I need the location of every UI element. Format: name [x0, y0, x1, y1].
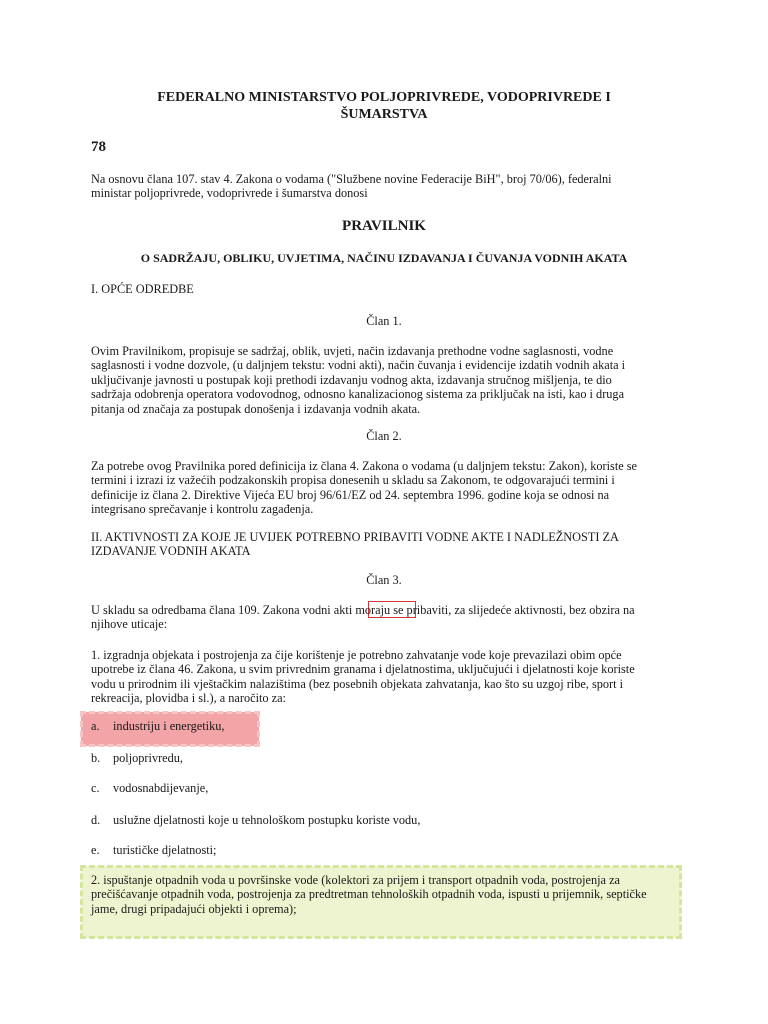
article-2-text — [91, 459, 681, 517]
text-line: prečišćavanje otpadnih voda, postrojenja za predtretman tehnoloških otpadnih voda, ispusti u prijemnik, septičke — [91, 887, 647, 902]
text-line: saglasnosti i vodne dozvole, (u daljnjem tekstu: vodni akti), način čuvanja i evidencije izdatih vodnih akata i — [91, 358, 626, 373]
section-heading-line: II. AKTIVNOSTI ZA KOJE JE UVIJEK POTREBNO PRIBAVITI VODNE AKTE I NADLEŽNOSTI ZA — [91, 530, 619, 544]
list-item-2 — [91, 873, 679, 916]
article-1-heading: Član 1. — [366, 314, 402, 328]
sub-item-d — [91, 813, 420, 827]
intro-line: Na osnovu člana 107. stav 4. Zakona o vodama ("Službene novine Federacije BiH", broj 70/06), federalni — [91, 172, 612, 186]
ministry-heading — [90, 89, 678, 123]
text-line: Ovim Pravilnikom, propisuje se sadržaj, oblik, uvjeti, način izdavanja prethodne vodne saglasnosti, vodne — [91, 344, 614, 358]
ministry-heading-line1: FEDERALNO MINISTARSTVO POLJOPRIVREDE, VODOPRIVREDE I — [157, 90, 611, 105]
document-title: PRAVILNIK — [342, 218, 426, 234]
sub-item-b — [91, 751, 183, 765]
text-line: upotrebe iz člana 46. Zakona, u svim privrednim granama i djelatnostima, uključujući i djelatnosti koje koriste — [91, 662, 635, 677]
text-line: 1. izgradnja objekata i postrojenja za čije korištenje je potrebno zahvatanje vode koje prevazilazi obim opće — [91, 648, 622, 662]
sub-item-label: b. — [91, 751, 101, 765]
intro-line: ministar poljoprivrede, vodoprivrede i šumarstva donosi — [91, 186, 368, 201]
text-line: njihove uticaje: — [91, 617, 168, 632]
text-span: pribaviti, za slijedeće aktivnosti, bez obzira na — [403, 603, 635, 617]
text-line: sadržaja odobrenja operatora vodovodnog, odnosno kanalizacionog sistema za priključak na isti, kao i druga — [91, 387, 625, 402]
document-subtitle: O SADRŽAJU, OBLIKU, UVJETIMA, NAČINU IZDAVANJA I ČUVANJA VODNIH AKATA — [140, 251, 628, 265]
text-line: 2. ispuštanje otpadnih voda u površinske vode (kolektori za prijem i transport otpadnih voda, postrojenja za — [91, 873, 620, 887]
sub-item-label: e. — [91, 843, 100, 857]
sub-item-e — [91, 843, 216, 857]
text-line: rekreacija, plovidba i sl.), a naročito za: — [91, 691, 286, 706]
section-heading-1: I. OPĆE ODREDBE — [91, 282, 194, 296]
text-line: Za potrebe ovog Pravilnika pored definicija iz člana 4. Zakona o vodama (u daljnjem tekstu: Zakon), koriste se — [91, 459, 638, 473]
text-line: uključivanje javnosti u postupak koji prethodi izdavanju vodnog akta, izdavanja stručnog mišljenja, te dio — [91, 372, 612, 387]
sub-item-label: a. — [91, 719, 100, 733]
highlighted-phrase[interactable]: moraju se — [355, 603, 404, 617]
section-heading-line: IZDAVANJE VODNIH AKATA — [91, 544, 251, 559]
sub-item-text: turističke djelatnosti; — [113, 843, 217, 857]
sub-item-c — [91, 781, 208, 795]
text-line: definicije iz člana 2. Direktive Vijeća EU broj 96/61/EZ od 24. septembra 1996. godine koja se odnosi na — [91, 487, 610, 502]
text-line: vodu u prirodnim ili vještačkim nalazištima (bez posebnih objekata zahvatanja, kao što su uzgoj ribe, sport i — [91, 676, 624, 691]
text-line: pitanja od značaja za postupak donošenja i izdavanja vodnih akata. — [91, 401, 421, 416]
intro-paragraph — [91, 172, 681, 201]
sub-item-text: vodosnabdijevanje, — [113, 781, 209, 795]
gazette-number: 78 — [91, 139, 106, 155]
article-1-text — [91, 344, 681, 416]
article-2-heading: Član 2. — [366, 429, 402, 443]
sub-item-text: industriju i energetiku, — [113, 719, 225, 733]
article-3-intro — [91, 603, 681, 632]
text-line: jame, drugi pripadajući objekti i oprema); — [91, 901, 297, 916]
sub-item-label: c. — [91, 781, 100, 795]
sub-item-text: poljoprivredu, — [113, 751, 184, 765]
text-line: termini i izrazi iz važećih podzakonskih propisa donesenih u skladu sa Zakonom, te odgovarajući termini i — [91, 473, 615, 488]
text-line: integrisano sprečavanje i kontrolu zagađenja. — [91, 502, 314, 517]
ministry-heading-line2: ŠUMARSTVA — [340, 107, 428, 122]
section-heading-2 — [91, 530, 681, 559]
sub-item-text: uslužne djelatnosti koje u tehnološkom postupku koriste vodu, — [113, 813, 421, 827]
text-line — [91, 603, 681, 617]
article-3-heading: Član 3. — [366, 573, 402, 587]
sub-item-label: d. — [91, 813, 101, 827]
text-span: U skladu sa odredbama člana 109. Zakona vodni akti — [91, 603, 356, 617]
list-item-1 — [91, 648, 681, 706]
sub-item-a — [91, 719, 224, 733]
